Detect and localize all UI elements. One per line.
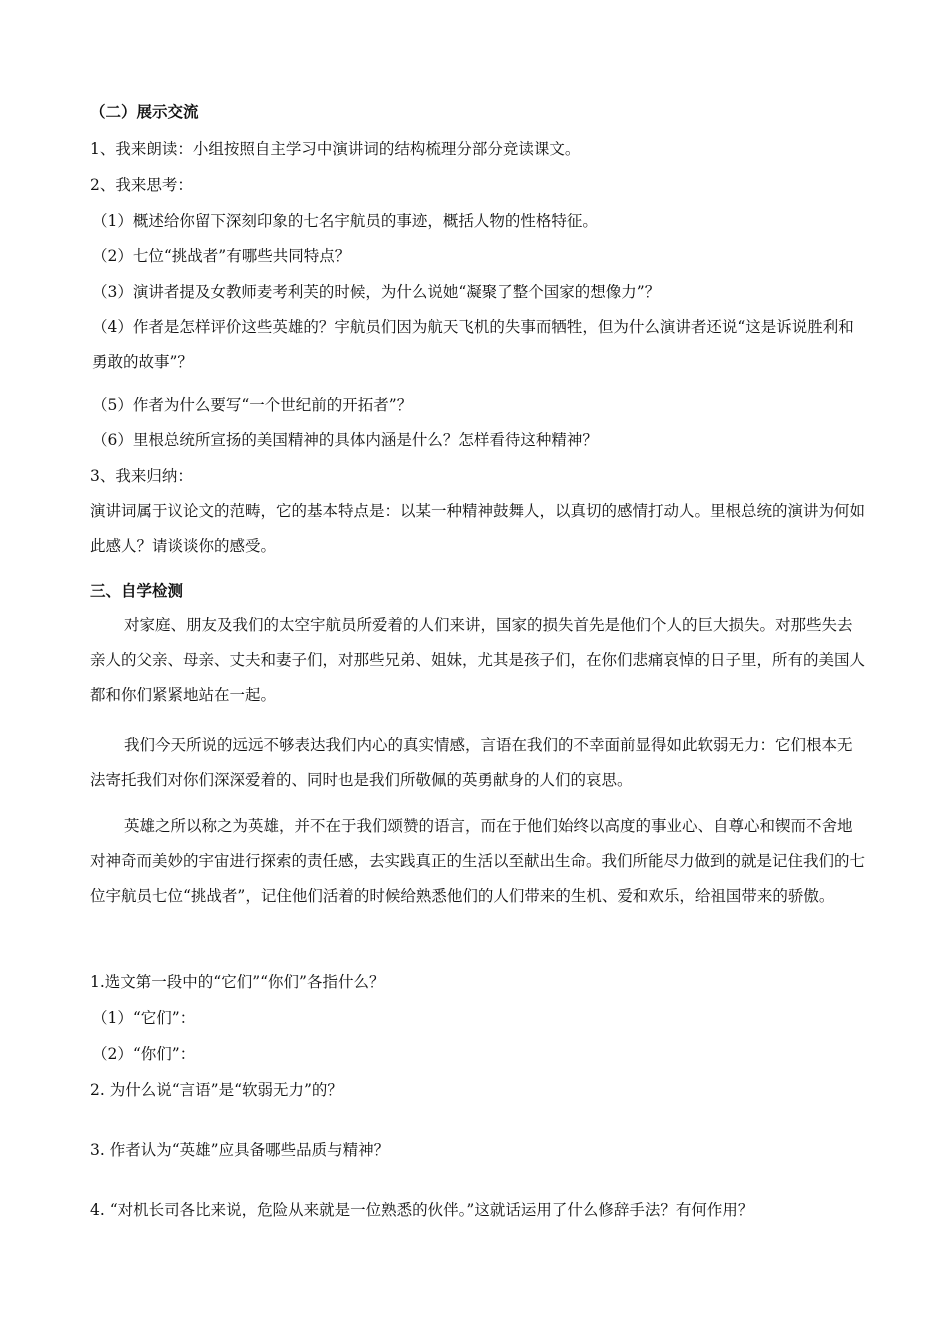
section-three-heading: 三、自学检测 — [90, 582, 184, 600]
item-think: 2、我来思考： — [90, 176, 193, 194]
exercise-question-1: 1.选文第一段中的“它们”“你们”各指什么？ — [90, 973, 385, 991]
exercise-question-3: 3. 作者认为“英雄”应具备哪些品质与精神？ — [90, 1141, 390, 1159]
item-read-aloud: 1、我来朗读：小组按照自主学习中演讲词的结构梳理分部分竞读课文。 — [90, 140, 581, 158]
question-3: （3）演讲者提及女教师麦考利芙的时候，为什么说她“凝聚了整个国家的想像力”？ — [92, 283, 661, 301]
question-6: （6）里根总统所宣扬的美国精神的具体内涵是什么？怎样看待这种精神？ — [92, 431, 598, 449]
question-4: （4）作者是怎样评价这些英雄的？宇航员们因为航天飞机的失事而牺牲，但为什么演讲者还说“这是诉说胜利和勇敢的故事”？ — [92, 318, 854, 371]
question-5: （5）作者为什么要写“一个世纪前的开拓者”？ — [92, 396, 413, 414]
section-two-heading: （二）展示交流 — [90, 103, 199, 121]
passage-paragraph-1: 对家庭、朋友及我们的太空宇航员所爱着的人们来讲，国家的损失首先是他们个人的巨大损失。对那些失去亲人的父亲、母亲、丈夫和妻子们，对那些兄弟、姐妹，尤其是孩子们，在你们悲痛哀悼的日子里，所有的美国人都和你们紧紧地站在一起。 — [90, 616, 866, 704]
passage-paragraph-2: 我们今天所说的远远不够表达我们内心的真实情感，言语在我们的不幸面前显得如此软弱无力：它们根本无法寄托我们对你们深深爱着的、同时也是我们所敬佩的英勇献身的人们的哀思。 — [90, 736, 853, 789]
item-summarize: 3、我来归纳： — [90, 467, 193, 485]
summary-paragraph: 演讲词属于议论文的范畴，它的基本特点是：以某一种精神鼓舞人，以真切的感情打动人。里根总统的演讲为何如此感人？请谈谈你的感受。 — [90, 502, 866, 555]
exercise-question-4: 4. “对机长司各比来说，危险从来就是一位熟悉的伙伴。”这就话运用了什么修辞手法？有何作用？ — [90, 1201, 754, 1219]
exercise-answer-1b: （2）“你们”： — [92, 1045, 196, 1063]
question-1: （1）概述给你留下深刻印象的七名宇航员的事迹，概括人物的性格特征。 — [92, 212, 598, 230]
passage-paragraph-3: 英雄之所以称之为英雄，并不在于我们颂赞的语言，而在于他们始终以高度的事业心、自尊心和锲而不舍地对神奇而美妙的宇宙进行探索的责任感，去实践真正的生活以至献出生命。我们所能尽力做到的就是记住我们的七位宇航员七位“挑战者”，记住他们活着的时候给熟悉他们的人们带来的生机、爱和欢乐，给祖国带来的骄傲。 — [90, 817, 866, 905]
question-2: （2）七位“挑战者”有哪些共同特点？ — [92, 247, 351, 265]
exercise-question-2: 2. 为什么说“言语”是“软弱无力”的？ — [90, 1081, 343, 1099]
exercise-answer-1a: （1）“它们”： — [92, 1009, 196, 1027]
